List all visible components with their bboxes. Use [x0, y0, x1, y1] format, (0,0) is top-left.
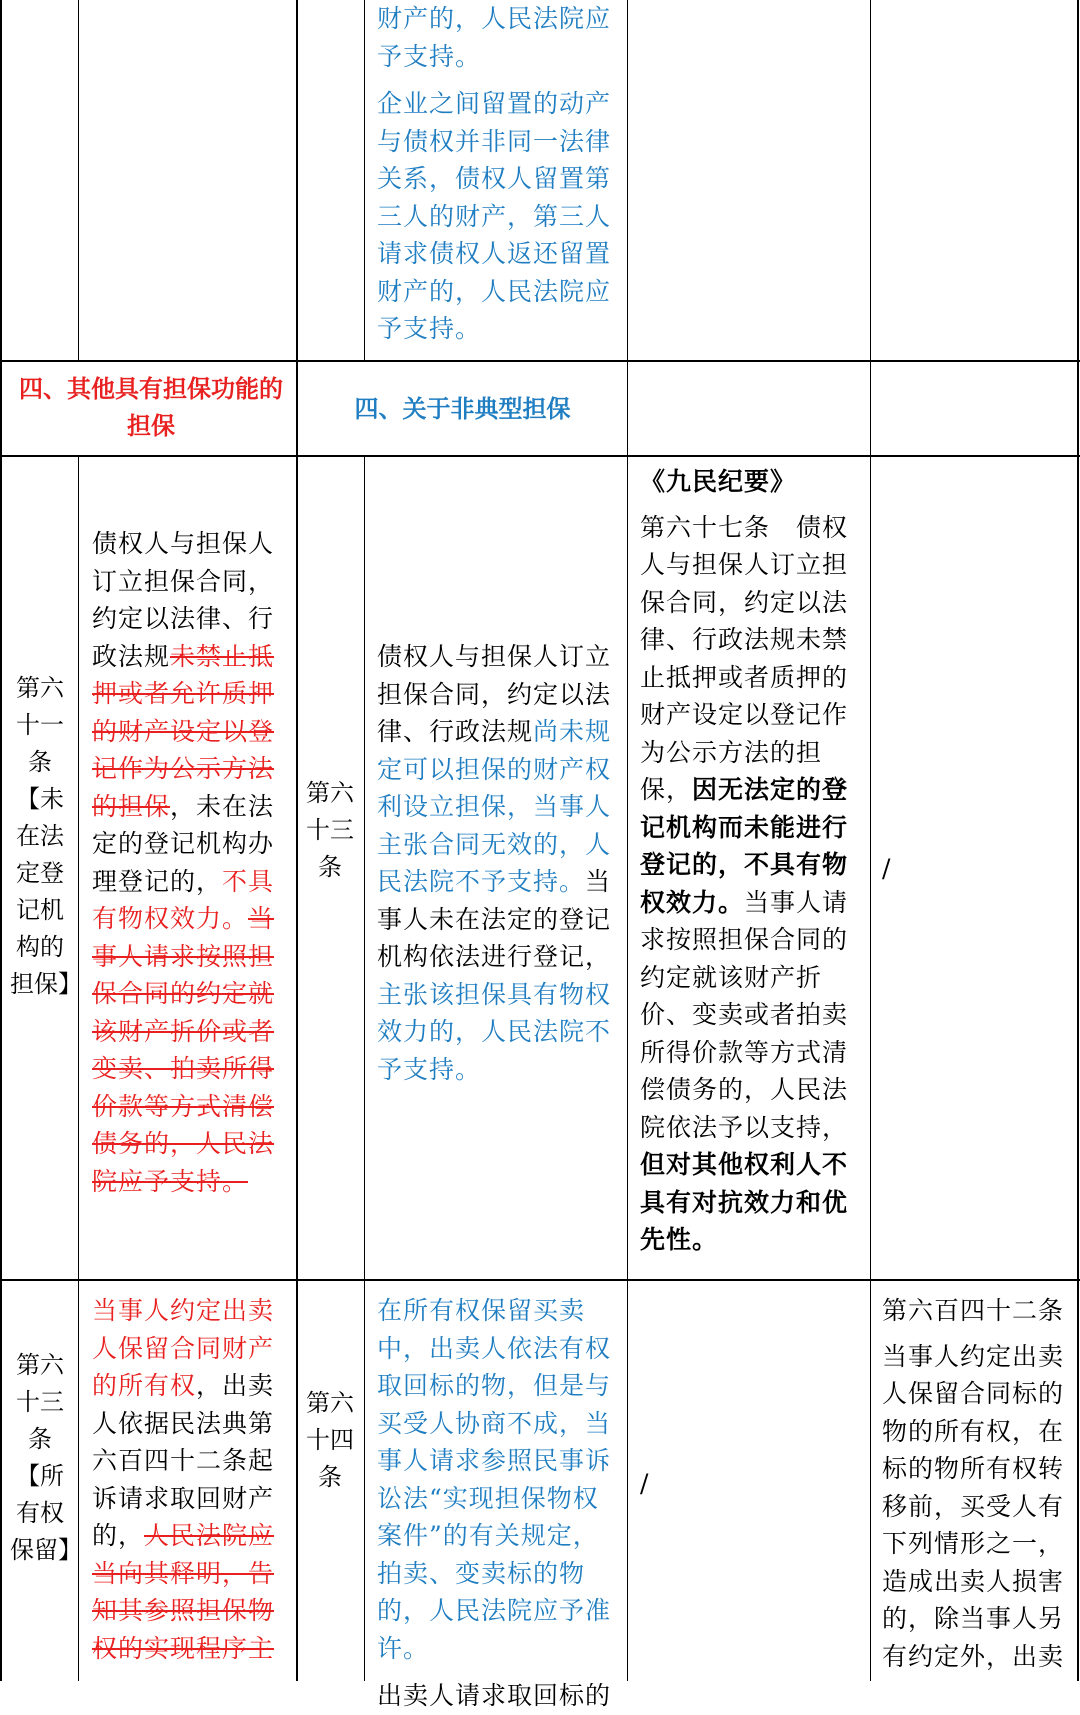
row4-col2-b: ，出卖人依据民法典第六百四十二条起诉请求取回财产的，: [92, 1371, 275, 1550]
row4-col6-title: 第六百四十二条: [882, 1296, 1065, 1325]
row1-para2: 企业之间留置的动产与债权并非同一法律关系，债权人留置第三人的财产，第三人请求债权人返还留置财产的，人民法院应予支持。: [377, 89, 612, 343]
row3-col6-text: /: [882, 854, 892, 883]
row3-col5-body: [640, 509, 860, 1259]
row3-col2-cell: [92, 525, 287, 1275]
section-heading-center: [300, 390, 625, 430]
row4-col4-blue: 在所有权保留买卖中，出卖人依法有权取回标的物，但是与买受人协商不成，当事人请求参照民事诉讼法“实现担保物权案件”的有关规定，拍卖、变卖标的物的，人民法院应予准许。: [377, 1296, 612, 1663]
row3-col5-bold-1: 因无法定的登记机构而未能进行登记的，不具有物权效力。: [640, 775, 849, 917]
grid-line: [0, 360, 1080, 362]
row4-col5-cell: [640, 1465, 680, 1505]
grid-line: [364, 456, 365, 1681]
row3-col5-title: 《九民纪要》: [640, 467, 797, 496]
row4-col2-red: 当事人约定出卖人保留合同财产的所有权: [92, 1296, 275, 1400]
row4-col2-cell: [92, 1292, 287, 1681]
grid-line: [0, 455, 1080, 457]
row3-article-label-text: 第六十一条【未在法定登记机构的担保】: [10, 674, 82, 998]
row4-col4-b: 出卖人请求取回标的: [377, 1681, 612, 1710]
row3-col2-struck-2: 当事人请求按照担保合同的约定就该财产折价或者变卖、拍卖所得价款等方式清偿债务的，人民法院应予支持。: [92, 904, 275, 1196]
grid-line: [0, 1279, 1080, 1281]
row3-col2-struck-1: 未禁止抵押或者允许质押的财产设定以登记作为公示方法的担保: [92, 641, 275, 821]
grid-line: [1077, 0, 1079, 1681]
row3-col2-c: ，未在法定的登记机构办理登记的，: [92, 791, 275, 896]
row3-col4-c: 当事人未在法定的登记机构依法进行登记，: [377, 867, 612, 971]
row4-col6-cell: [882, 1292, 1072, 1681]
row4-col6-body: 当事人约定出卖人保留合同标的物的所有权，在标的物所有权转移前，买受人有下列情形之一，造成出卖人损害的，除当事人另有约定外，出卖: [882, 1341, 1065, 1671]
grid-line: [364, 0, 365, 361]
row4-col4-cell: [377, 1292, 617, 1710]
row3-col6-cell: [882, 850, 922, 890]
row3-col3-label: [306, 775, 354, 975]
row4-col2-struck: 人民法院应当向其释明，告知其参照担保物权的实现程序主: [92, 1521, 275, 1663]
row3-col2-a: 债权人与担保人订立担保合同，约定以法律、行政法规: [92, 529, 275, 671]
row3-col4-blue-1: 尚未规定可以担保的财产权利设立担保，当事人主张合同无效的，人民法院不予支持。: [377, 717, 612, 896]
row3-col5-bold-2: 但对其他权利人不具有对抗效力和优先性。: [640, 1150, 849, 1254]
grid-line: [870, 0, 871, 1681]
row4-article-label-text: 第六十三条【所有权保留】: [10, 1351, 82, 1564]
row3-col2-red: 不具有物权效力。: [92, 866, 275, 933]
row3-article-label: [10, 670, 82, 1070]
row3-col4-cell: [377, 638, 617, 1138]
row4-col3-label: [306, 1385, 354, 1585]
grid-line: [78, 456, 79, 1681]
row3-col3-label-text: 第六十三条: [306, 779, 354, 881]
grid-line: [296, 0, 298, 1681]
row4-col3-label-text: 第六十四条: [306, 1389, 354, 1491]
row1-col4-cell: [377, 0, 617, 355]
row3-col4-blue-2: 主张该担保具有物权效力的，人民法院不予支持。: [377, 979, 612, 1084]
row4-col5-text: /: [640, 1469, 650, 1498]
row3-col5-cell: [640, 463, 860, 1278]
row3-col5-c: 当事人请求按照担保合同的约定就该财产折价、变卖或者拍卖所得价款等方式清偿债务的，人民法院依法予以支持，: [640, 887, 849, 1142]
section-heading-left-text: 四、其他具有担保功能的担保: [19, 374, 283, 440]
row1-para1: 财产的，人民法院应予支持。: [377, 4, 612, 71]
row4-article-label: [10, 1347, 82, 1677]
section-heading-left: [8, 370, 294, 450]
section-heading-center-text: 四、关于非典型担保: [354, 394, 571, 423]
grid-line: [0, 0, 2, 1681]
grid-line: [78, 0, 79, 361]
row3-col5-a: 第六十七条 债权人与担保人订立担保合同，约定以法律、行政法规未禁止抵押或者质押的财产设定以登记作为公示方法的担保，: [640, 512, 849, 804]
grid-line: [627, 0, 628, 1681]
row3-col4-a: 债权人与担保人订立担保合同，约定以法律、行政法规: [377, 642, 612, 746]
